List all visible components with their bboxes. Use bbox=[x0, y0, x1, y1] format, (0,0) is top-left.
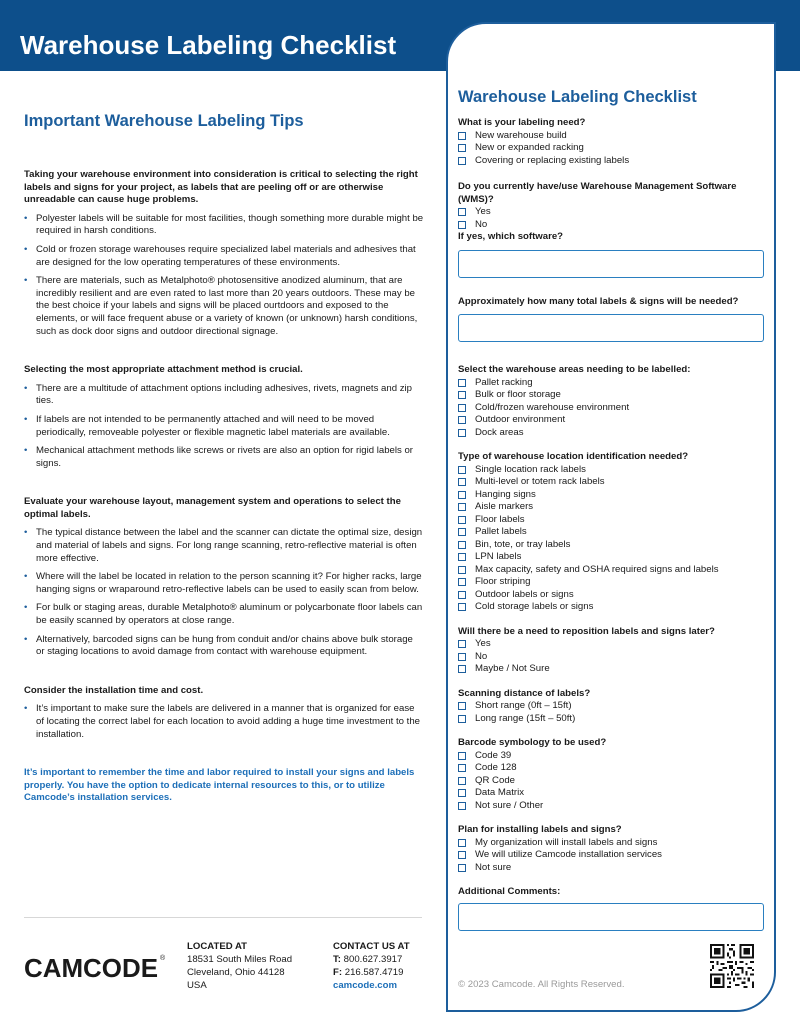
option-label: Pallet racking bbox=[475, 376, 533, 388]
fax-label: F: bbox=[333, 967, 343, 978]
option-label: Covering or replacing existing labels bbox=[475, 154, 630, 166]
option-label: Dock areas bbox=[475, 426, 524, 438]
fax-number: 216.587.4719 bbox=[342, 967, 404, 978]
logo-registered-mark: ® bbox=[757, 37, 763, 44]
tip-text: Alternatively, barcoded signs can be hung from conduit and/or chains above bulk storage or staging locations to avoid damage from contact with warehouse equipment. bbox=[36, 633, 413, 658]
checkbox-option[interactable] bbox=[458, 206, 768, 219]
checkbox-option[interactable] bbox=[458, 402, 768, 415]
label-count-input[interactable] bbox=[458, 314, 764, 342]
checkbox-icon[interactable] bbox=[458, 429, 466, 437]
checkbox-option[interactable] bbox=[458, 389, 768, 402]
closing-note: It’s important to remember the time and labor required to install your signs and labels properly. You have the option to dedicate internal resources to this, or to utilize Camcode’s installation services. bbox=[24, 767, 415, 804]
tip-bullet bbox=[24, 634, 424, 659]
checkbox-icon[interactable] bbox=[458, 466, 466, 474]
option-label: Bin, tote, or tray labels bbox=[475, 538, 571, 550]
checkbox-option[interactable] bbox=[458, 638, 768, 651]
option-label: Not sure / Other bbox=[475, 799, 544, 811]
option-label: Not sure bbox=[475, 861, 512, 873]
checkbox-option[interactable] bbox=[458, 837, 768, 850]
checkbox-icon[interactable] bbox=[458, 391, 466, 399]
checkbox-icon[interactable] bbox=[458, 416, 466, 424]
option-label: Multi-level or totem rack labels bbox=[475, 476, 605, 487]
checkbox-icon[interactable] bbox=[458, 864, 466, 872]
checkbox-icon[interactable] bbox=[458, 839, 466, 847]
location-heading: LOCATED AT bbox=[187, 941, 248, 952]
question-barcode-symbology: Barcode symbology to be used? bbox=[458, 737, 607, 748]
phone-number[interactable]: 800.627.3917 bbox=[341, 954, 403, 965]
checkbox-icon[interactable] bbox=[458, 528, 466, 536]
phone-label: T: bbox=[333, 954, 341, 965]
question-label-count: Approximately how many total labels & signs will be needed? bbox=[458, 295, 739, 307]
tip-bullet bbox=[24, 571, 424, 596]
bullet-icon: • bbox=[24, 602, 28, 614]
checkbox-icon[interactable] bbox=[458, 715, 466, 723]
checkbox-icon[interactable] bbox=[458, 516, 466, 524]
option-label: My organization will install labels and signs bbox=[475, 836, 658, 848]
checkbox-icon[interactable] bbox=[458, 603, 466, 611]
option-label: Code 39 bbox=[475, 749, 512, 761]
tip-text: The typical distance between the label and the scanner can dictate the optimal size, design and material of labels and signs. For long range scanning, retro-reflective material is often more effective. bbox=[36, 527, 423, 564]
option-label: LPN labels bbox=[475, 551, 522, 562]
tip-bullet bbox=[24, 445, 424, 470]
option-label: Short range (0ft – 15ft) bbox=[475, 700, 572, 711]
option-label: Maybe / Not Sure bbox=[475, 663, 550, 674]
option-label: Pallet labels bbox=[475, 526, 527, 537]
tip-text: There are materials, such as Metalphoto® photosensitive anodized aluminum, that are incredibly resilient and are even rated to last more than 20 years outdoors. These may be the best choice if your labels and signs will be placed ourtdoors and exposed to the elements, or will face frequent abuse or a variety of known (or unknown) harsh conditions, such as dock door signs and outdoor directional signage. bbox=[36, 275, 418, 337]
checkbox-option[interactable] bbox=[458, 142, 768, 155]
checkbox-icon[interactable] bbox=[458, 404, 466, 412]
question-which-software: If yes, which software? bbox=[458, 231, 564, 242]
tip-text: There are a multitude of attachment options including adhesives, rivets, magnets and zip ties. bbox=[36, 382, 412, 407]
option-label: No bbox=[475, 218, 488, 230]
option-label: Floor striping bbox=[475, 576, 531, 587]
bullet-icon: • bbox=[24, 703, 28, 715]
option-label: Code 128 bbox=[475, 762, 517, 773]
option-label: Aisle markers bbox=[475, 501, 534, 512]
checkbox-icon[interactable] bbox=[458, 802, 466, 810]
tips-title: Important Warehouse Labeling Tips bbox=[24, 112, 304, 130]
checkbox-option[interactable] bbox=[458, 377, 768, 390]
checkbox-option[interactable] bbox=[458, 130, 768, 143]
question-wms: Do you currently have/use Warehouse Management Software (WMS)? bbox=[458, 181, 737, 205]
checkbox-option[interactable] bbox=[458, 564, 768, 577]
bullet-icon: • bbox=[24, 243, 28, 255]
option-label: Yes bbox=[475, 638, 491, 649]
created-by-label: Created by: bbox=[537, 43, 609, 55]
option-label: Cold/frozen warehouse environment bbox=[475, 401, 630, 413]
tip-text: Polyester labels will be suitable for most facilities, though something more durable might be required in harsh conditions. bbox=[36, 212, 424, 237]
checkbox-icon[interactable] bbox=[458, 144, 466, 152]
option-label: Single location rack labels bbox=[475, 463, 586, 475]
option-label: Long range (15ft – 50ft) bbox=[475, 712, 576, 724]
address-line-2: Cleveland, Ohio 44128 bbox=[187, 967, 285, 978]
option-label: Cold storage labels or signs bbox=[475, 601, 594, 612]
checkbox-icon[interactable] bbox=[458, 541, 466, 549]
option-label: Floor labels bbox=[475, 513, 525, 525]
checkbox-option[interactable] bbox=[458, 775, 768, 788]
checkbox-icon[interactable] bbox=[458, 665, 466, 673]
tip-bullet bbox=[24, 527, 424, 565]
copyright-notice: © 2023 Camcode. All Rights Reserved. bbox=[458, 979, 625, 990]
website-link[interactable]: camcode.com bbox=[333, 980, 397, 991]
section-heading: Evaluate your warehouse layout, management system and operations to select the optimal labels. bbox=[24, 496, 401, 520]
address-line-1: 18531 South Miles Road bbox=[187, 954, 293, 965]
option-label: Max capacity, safety and OSHA required signs and labels bbox=[475, 563, 719, 575]
checkbox-icon[interactable] bbox=[458, 221, 466, 229]
bullet-icon: • bbox=[24, 212, 28, 224]
tip-text: It’s important to make sure the labels are delivered in a manner that is organized for ease of locating the correct label for each location to avoid adding a huge time investment to the installation. bbox=[36, 703, 420, 740]
comments-input[interactable] bbox=[458, 903, 764, 931]
checkbox-option[interactable] bbox=[458, 651, 768, 664]
option-label: Yes bbox=[475, 206, 491, 217]
checkbox-option[interactable] bbox=[458, 576, 768, 589]
checkbox-icon[interactable] bbox=[458, 132, 466, 140]
checkbox-icon[interactable] bbox=[458, 702, 466, 710]
checkbox-icon[interactable] bbox=[458, 789, 466, 797]
bullet-icon: • bbox=[24, 633, 28, 645]
checkbox-icon[interactable] bbox=[458, 503, 466, 511]
option-label: New warehouse build bbox=[475, 129, 567, 141]
question-location-id: Type of warehouse location identification needed? bbox=[458, 451, 689, 462]
checkbox-icon[interactable] bbox=[458, 478, 466, 486]
checkbox-option[interactable] bbox=[458, 750, 768, 763]
camcode-logo bbox=[623, 34, 763, 64]
tip-text: Cold or frozen storage warehouses require specialized label materials and adhesives that are designed for the low operating temperatures of these environments. bbox=[36, 243, 416, 268]
checkbox-icon[interactable] bbox=[458, 851, 466, 859]
checkbox-icon[interactable] bbox=[458, 591, 466, 599]
checkbox-option[interactable] bbox=[458, 464, 768, 477]
tip-bullet bbox=[24, 383, 424, 408]
checkbox-icon[interactable] bbox=[458, 566, 466, 574]
qr-code-icon bbox=[710, 944, 754, 988]
checkbox-option[interactable] bbox=[458, 501, 768, 514]
option-label: QR Code bbox=[475, 774, 515, 786]
tip-bullet bbox=[24, 414, 424, 439]
tip-bullet bbox=[24, 275, 424, 338]
tip-bullet bbox=[24, 213, 424, 238]
checkbox-option[interactable] bbox=[458, 663, 768, 676]
location-block bbox=[187, 940, 292, 992]
checkbox-icon[interactable] bbox=[458, 777, 466, 785]
checkbox-option[interactable] bbox=[458, 762, 768, 775]
checkbox-option[interactable] bbox=[458, 427, 768, 440]
camcode-footer-logo bbox=[24, 952, 166, 982]
checkbox-icon[interactable] bbox=[458, 764, 466, 772]
checkbox-option[interactable] bbox=[458, 787, 768, 800]
checkbox-option[interactable] bbox=[458, 514, 768, 527]
option-label: Bulk or floor storage bbox=[475, 389, 561, 400]
checkbox-option[interactable] bbox=[458, 551, 768, 564]
checkbox-option[interactable] bbox=[458, 489, 768, 502]
tip-text: Mechanical attachment methods like screws or rivets are also an option for rigid labels or signs. bbox=[36, 445, 413, 469]
tip-text: If labels are not intended to be permanently attached and will need to be moved periodically, removeable polyester or flexible magnetic label materials are available. bbox=[36, 413, 390, 438]
checkbox-option[interactable] bbox=[458, 700, 768, 713]
question-reposition: Will there be a need to reposition labels and signs later? bbox=[458, 625, 715, 637]
bullet-icon: • bbox=[24, 527, 28, 539]
checklist-title: Warehouse Labeling Checklist bbox=[458, 88, 697, 106]
footer-divider bbox=[24, 917, 422, 918]
checkbox-option[interactable] bbox=[458, 155, 768, 168]
checkbox-icon[interactable] bbox=[458, 491, 466, 499]
question-labeling-need: What is your labeling need? bbox=[458, 117, 586, 128]
address-country: USA bbox=[187, 980, 207, 991]
checkbox-option[interactable] bbox=[458, 526, 768, 539]
bullet-icon: • bbox=[24, 413, 28, 425]
section-heading: Consider the installation time and cost. bbox=[24, 684, 204, 696]
question-additional-comments: Additional Comments: bbox=[458, 886, 561, 897]
checkbox-option[interactable] bbox=[458, 589, 768, 602]
checkbox-option[interactable] bbox=[458, 862, 768, 875]
phone-line bbox=[333, 953, 410, 966]
option-label: Hanging signs bbox=[475, 488, 536, 500]
checkbox-icon[interactable] bbox=[458, 157, 466, 165]
page-title: Warehouse Labeling Checklist bbox=[20, 30, 397, 60]
bullet-icon: • bbox=[24, 571, 28, 583]
checkbox-icon[interactable] bbox=[458, 752, 466, 760]
tip-bullet bbox=[24, 602, 424, 627]
software-input[interactable] bbox=[458, 250, 764, 278]
checkbox-option[interactable] bbox=[458, 800, 768, 813]
tips-column bbox=[24, 112, 424, 805]
checkbox-option[interactable] bbox=[458, 476, 768, 489]
contact-block bbox=[333, 940, 410, 992]
checkbox-option[interactable] bbox=[458, 849, 768, 862]
tip-bullet bbox=[24, 244, 424, 269]
section-heading: Taking your warehouse environment into consideration is critical to selecting the right labels and signs for your project, as labels that are peeling off or are otherwise unreadable can cause huge problems. bbox=[24, 169, 418, 206]
question-scanning-distance: Scanning distance of labels? bbox=[458, 687, 591, 699]
checkbox-option[interactable] bbox=[458, 539, 768, 552]
bullet-icon: • bbox=[24, 275, 28, 287]
checkbox-icon[interactable] bbox=[458, 653, 466, 661]
fax-line bbox=[333, 966, 410, 979]
footer-logo-text: CAMCODE bbox=[24, 953, 158, 982]
checkbox-option[interactable] bbox=[458, 601, 768, 614]
option-label: We will utilize Camcode installation services bbox=[475, 849, 662, 860]
checkbox-icon[interactable] bbox=[458, 379, 466, 387]
option-label: Data Matrix bbox=[475, 787, 525, 798]
checkbox-option[interactable] bbox=[458, 219, 768, 232]
option-label: No bbox=[475, 650, 488, 662]
logo-text: CAMCODE bbox=[623, 35, 755, 64]
section-heading: Selecting the most appropriate attachment method is crucial. bbox=[24, 364, 303, 376]
option-label: New or expanded racking bbox=[475, 142, 584, 153]
tip-text: Where will the label be located in relation to the person scanning it? For higher racks, large hanging signs or wraparound retro-reflective labels can be used to easily scan from below. bbox=[36, 571, 422, 595]
tip-bullet bbox=[24, 703, 424, 741]
option-label: Outdoor environment bbox=[475, 414, 566, 425]
checkbox-icon[interactable] bbox=[458, 553, 466, 561]
bullet-icon: • bbox=[24, 445, 28, 457]
checkbox-icon[interactable] bbox=[458, 208, 466, 216]
checkbox-icon[interactable] bbox=[458, 578, 466, 586]
checkbox-option[interactable] bbox=[458, 713, 768, 726]
checkbox-icon[interactable] bbox=[458, 640, 466, 648]
option-label: Outdoor labels or signs bbox=[475, 588, 574, 600]
checkbox-option[interactable] bbox=[458, 414, 768, 427]
footer-logo-registered-mark: ® bbox=[160, 955, 166, 962]
question-install-plan: Plan for installing labels and signs? bbox=[458, 824, 622, 835]
tip-text: For bulk or staging areas, durable Metalphoto® aluminum or polycarbonate floor labels can be easily scanned by operators at close range. bbox=[36, 602, 423, 627]
bullet-icon: • bbox=[24, 382, 28, 394]
question-warehouse-areas: Select the warehouse areas needing to be labelled: bbox=[458, 364, 691, 375]
checklist-form bbox=[458, 88, 768, 949]
contact-heading: CONTACT US AT bbox=[333, 941, 410, 952]
